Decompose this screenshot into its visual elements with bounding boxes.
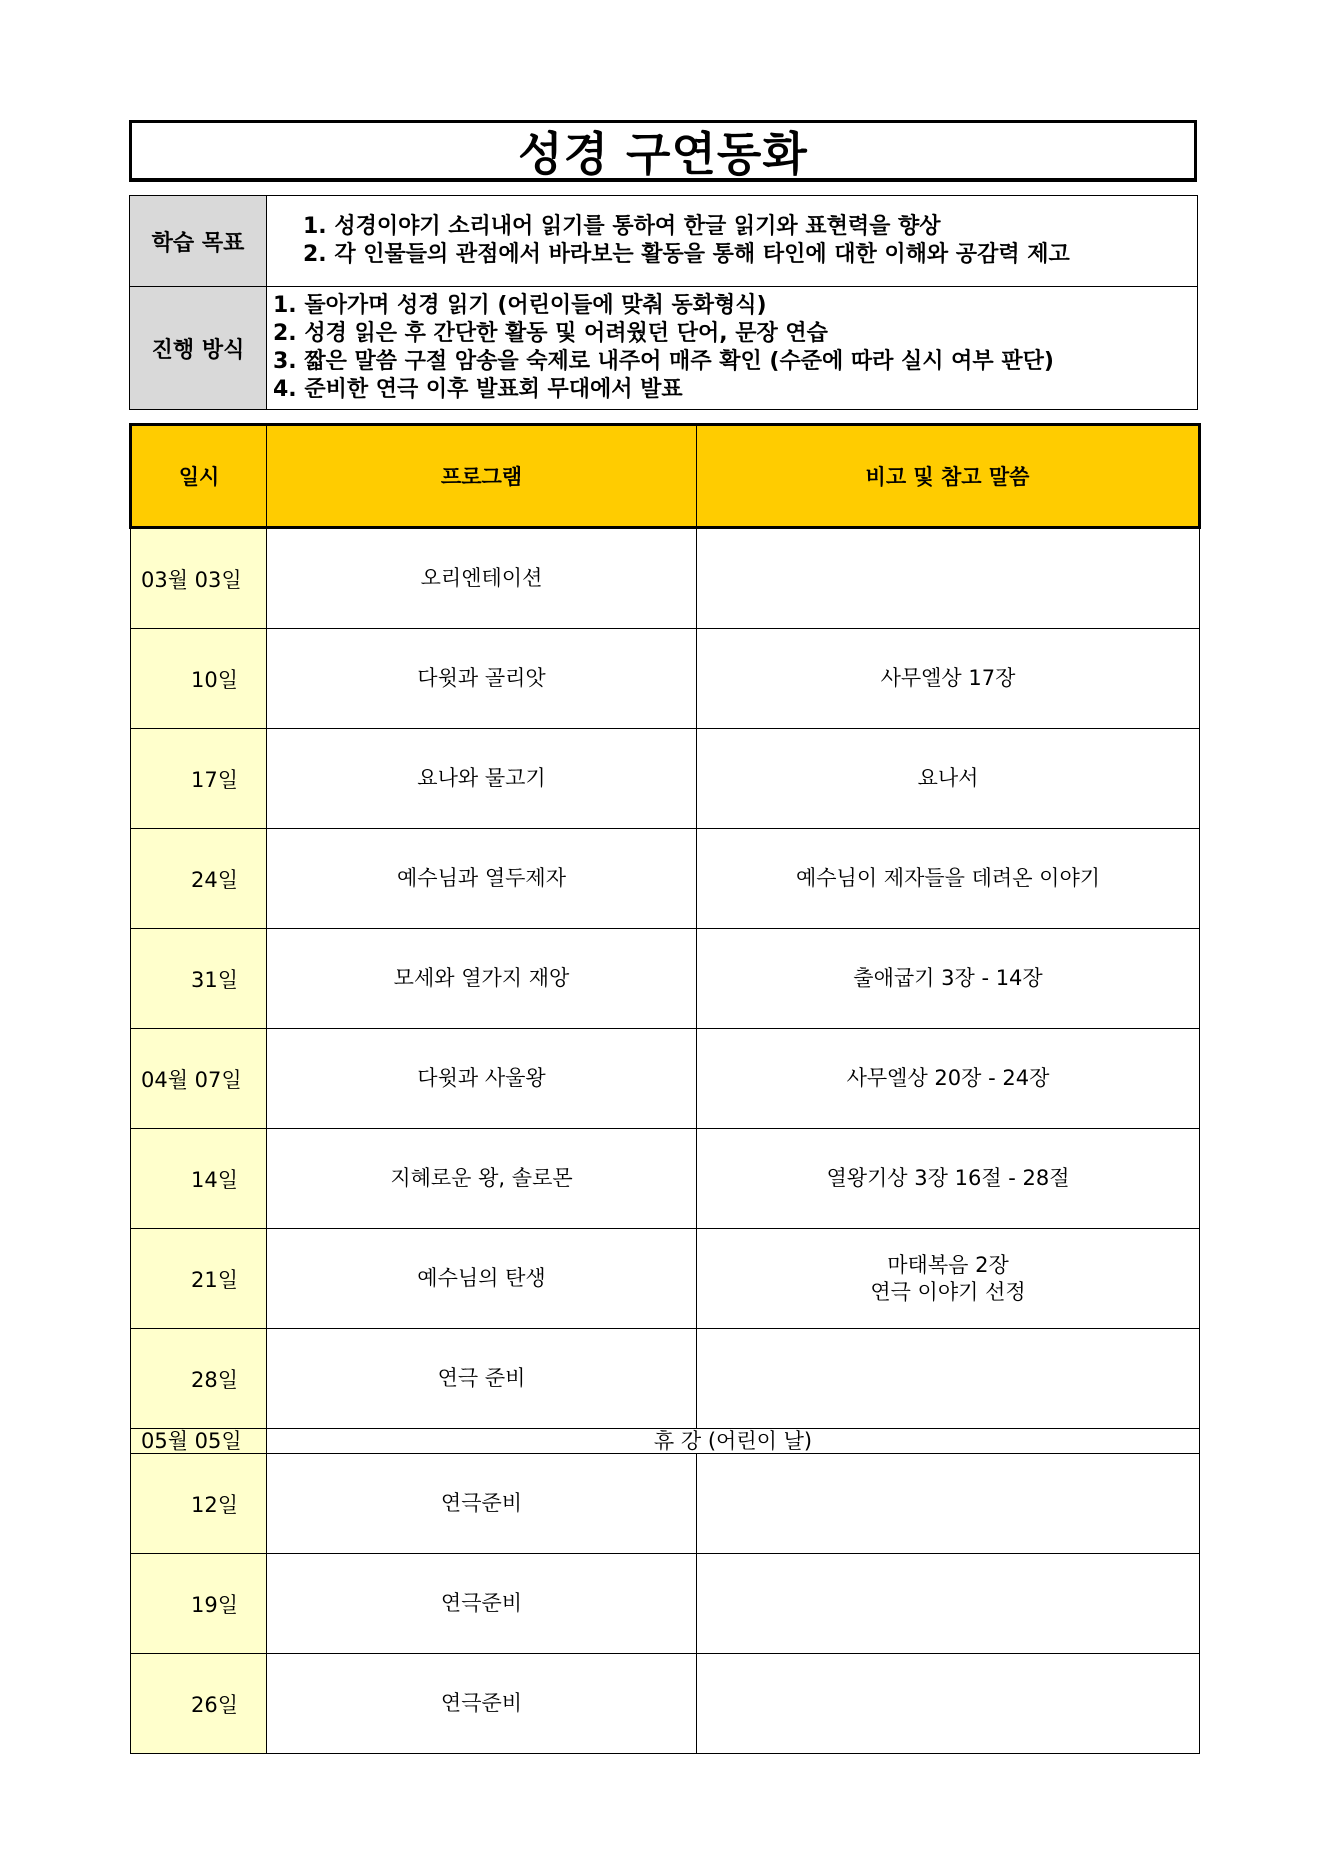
goal-line: 1. 성경이야기 소리내어 읽기를 통하여 한글 읽기와 표현력을 향상 — [303, 214, 941, 239]
row-program: 다윗과 골리앗 — [267, 629, 697, 729]
holiday-text: 휴 강 (어린이 날) — [267, 1429, 1200, 1454]
row-date: 14일 — [131, 1129, 267, 1229]
row-date: 19일 — [131, 1554, 267, 1654]
row-note — [697, 528, 1200, 629]
page-title-box — [129, 120, 1197, 182]
method-line: 1. 돌아가며 성경 읽기 (어린이들에 맞춰 동화형식) — [273, 293, 767, 318]
row-date: 31일 — [131, 929, 267, 1029]
table-row — [131, 1129, 1200, 1229]
row-program: 예수님의 탄생 — [267, 1229, 697, 1329]
row-date: 24일 — [131, 829, 267, 929]
row-note — [697, 1329, 1200, 1429]
row-note: 사무엘상 20장 - 24장 — [697, 1029, 1200, 1129]
row-date: 21일 — [131, 1229, 267, 1329]
row-program: 예수님과 열두제자 — [267, 829, 697, 929]
header-program: 프로그램 — [267, 425, 697, 528]
row-program: 오리엔테이션 — [267, 528, 697, 629]
method-line: 3. 짧은 말씀 구절 암송을 숙제로 내주어 매주 확인 (수준에 따라 실시 여부 판단) — [273, 349, 1054, 374]
schedule-header — [131, 425, 1200, 528]
row-note: 예수님이 제자들을 데려온 이야기 — [697, 829, 1200, 929]
table-row — [131, 1229, 1200, 1329]
row-program: 지혜로운 왕, 솔로몬 — [267, 1129, 697, 1229]
row-date: 17일 — [131, 729, 267, 829]
row-program: 연극준비 — [267, 1454, 697, 1554]
table-row — [131, 1654, 1200, 1754]
table-row — [131, 629, 1200, 729]
row-date: 26일 — [131, 1654, 267, 1754]
row-note-line: 연극 이야기 선정 — [870, 1279, 1026, 1304]
goal-content — [267, 196, 1198, 287]
holiday-date: 05월 05일 — [131, 1429, 267, 1454]
row-note: 열왕기상 3장 16절 - 28절 — [697, 1129, 1200, 1229]
table-row — [131, 729, 1200, 829]
method-line: 4. 준비한 연극 이후 발표회 무대에서 발표 — [273, 377, 683, 402]
row-note: 사무엘상 17장 — [697, 629, 1200, 729]
row-note-line: 마태복음 2장 — [887, 1252, 1009, 1277]
row-note — [697, 1229, 1200, 1329]
row-program: 다윗과 사울왕 — [267, 1029, 697, 1129]
row-note — [697, 1654, 1200, 1754]
table-row — [131, 1554, 1200, 1654]
row-note: 출애굽기 3장 - 14장 — [697, 929, 1200, 1029]
row-program: 연극준비 — [267, 1554, 697, 1654]
row-date: 10일 — [131, 629, 267, 729]
table-row — [131, 929, 1200, 1029]
holiday-row — [131, 1429, 1200, 1454]
row-program: 요나와 물고기 — [267, 729, 697, 829]
goal-row — [130, 196, 1198, 287]
schedule-table — [129, 423, 1201, 1754]
row-program: 모세와 열가지 재앙 — [267, 929, 697, 1029]
info-table — [129, 195, 1198, 410]
table-row — [131, 528, 1200, 629]
method-row — [130, 287, 1198, 410]
method-content — [267, 287, 1198, 410]
method-label: 진행 방식 — [130, 287, 267, 410]
table-row — [131, 1329, 1200, 1429]
row-program: 연극 준비 — [267, 1329, 697, 1429]
table-row — [131, 829, 1200, 929]
goal-label: 학습 목표 — [130, 196, 267, 287]
method-line: 2. 성경 읽은 후 간단한 활동 및 어려웠던 단어, 문장 연습 — [273, 321, 828, 346]
row-program: 연극준비 — [267, 1654, 697, 1754]
row-date: 28일 — [131, 1329, 267, 1429]
row-date: 12일 — [131, 1454, 267, 1554]
row-date: 03월 03일 — [131, 528, 267, 629]
header-note: 비고 및 참고 말씀 — [697, 425, 1200, 528]
table-row — [131, 1029, 1200, 1129]
row-note: 요나서 — [697, 729, 1200, 829]
header-date: 일시 — [131, 425, 267, 528]
table-row — [131, 1454, 1200, 1554]
row-note — [697, 1454, 1200, 1554]
goal-line: 2. 각 인물들의 관점에서 바라보는 활동을 통해 타인에 대한 이해와 공감력 제고 — [303, 242, 1070, 267]
row-note — [697, 1554, 1200, 1654]
page-title: 성경 구연동화 — [518, 126, 808, 181]
row-date: 04월 07일 — [131, 1029, 267, 1129]
